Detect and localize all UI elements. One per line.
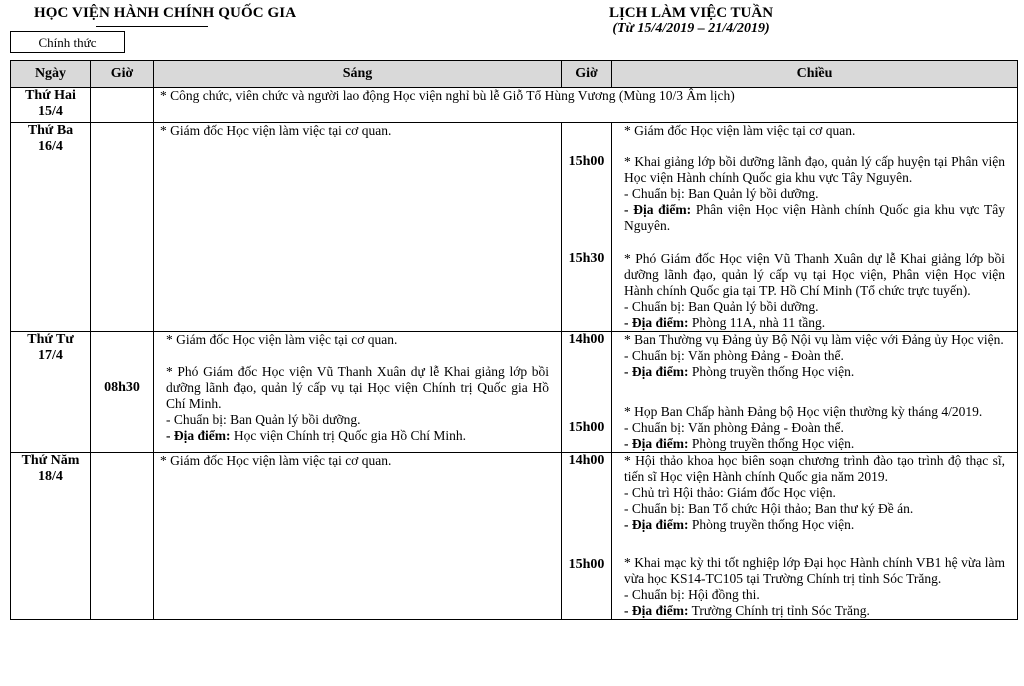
event-text: * Ban Thường vụ Đảng ủy Bộ Nội vụ làm việc với Đảng ủy Học viện. — [624, 332, 1004, 347]
morning-cell — [154, 332, 562, 453]
event-chair: - Chủ trì Hội thảo: Giám đốc Học viện. — [624, 485, 836, 500]
day-date: 18/4 — [38, 469, 63, 484]
event-time: 15h00 — [568, 557, 605, 572]
event-prep: - Chuẩn bị: Ban Quản lý bồi dưỡng. — [624, 299, 819, 314]
event-block — [618, 404, 1011, 452]
col-header-day: Ngày — [11, 61, 91, 88]
event-time: 14h00 — [568, 332, 605, 347]
location-label: - Địa điểm: — [624, 517, 689, 532]
event-prep: - Chuẩn bị: Hội đồng thi. — [624, 587, 760, 602]
day-cell — [11, 453, 91, 620]
afternoon-cell — [612, 123, 1018, 332]
event-prep: - Chuẩn bị: Văn phòng Đảng - Đoàn thể. — [624, 420, 844, 435]
event-time: 14h00 — [568, 453, 605, 468]
location-label: - Địa điểm: — [624, 315, 689, 330]
morning-time-cell — [91, 332, 154, 453]
document-heading — [580, 5, 802, 37]
event-location — [624, 603, 1005, 619]
day-name: Thứ Năm — [21, 453, 80, 468]
event-block — [618, 453, 1011, 533]
day-cell — [11, 88, 91, 123]
event-block — [160, 332, 555, 348]
day-date: 16/4 — [38, 139, 63, 154]
morning-cell — [154, 123, 562, 332]
event-block — [618, 251, 1011, 331]
event-text: * Họp Ban Chấp hành Đảng bộ Học viện thường kỳ tháng 4/2019. — [624, 404, 983, 419]
location-label: - Địa điểm: — [624, 603, 689, 618]
event-block — [160, 364, 555, 444]
table-row-thursday — [11, 453, 1018, 620]
afternoon-time-cell — [562, 453, 612, 620]
event-text: * Giám đốc Học viện làm việc tại cơ quan. — [166, 332, 398, 347]
location-value: Phòng 11A, nhà 11 tầng. — [688, 315, 826, 330]
event-time: 15h30 — [568, 251, 605, 266]
event-text: * Khai mạc kỳ thi tốt nghiệp lớp Đại học Hành chính VB1 hệ vừa làm vừa học KS14-TC105 tại Trường Chính trị tỉnh Sóc Trăng. — [624, 555, 1005, 586]
location-label: - Địa điểm: — [166, 428, 231, 443]
header-underline — [96, 26, 208, 27]
event-location — [624, 436, 1005, 452]
afternoon-time-cell — [562, 332, 612, 453]
col-header-afternoon: Chiều — [612, 61, 1018, 88]
afternoon-cell — [612, 453, 1018, 620]
event-block — [618, 154, 1011, 234]
table-row-monday — [11, 88, 1018, 123]
day-name: Thứ Hai — [25, 88, 76, 103]
event-text: * Giám đốc Học viện làm việc tại cơ quan. — [624, 123, 856, 138]
organization-name: HỌC VIỆN HÀNH CHÍNH QUỐC GIA — [34, 5, 297, 21]
location-label: - Địa điểm: — [624, 364, 689, 379]
event-text: * Hội thảo khoa học biên soạn chương trình đào tạo trình độ thạc sĩ, tiến sĩ Học viện Hành chính Quốc gia năm 2019. — [624, 453, 1005, 484]
afternoon-time-cell — [562, 123, 612, 332]
day-date: 17/4 — [38, 348, 63, 363]
table-row-tuesday — [11, 123, 1018, 332]
location-value: Phòng truyền thống Học viện. — [688, 364, 855, 379]
location-value: Phân viện Học viện Hành chính Quốc gia khu vực Tây Nguyên. — [624, 202, 1005, 233]
document-title: LỊCH LÀM VIỆC TUẦN — [608, 5, 774, 21]
event-prep: - Chuẩn bị: Ban Tổ chức Hội thảo; Ban thư ký Đề án. — [624, 501, 914, 516]
day-date: 15/4 — [38, 104, 63, 119]
date-range: (Từ 15/4/2019 – 21/4/2019) — [612, 21, 770, 36]
location-value: Phòng truyền thống Học viện. — [688, 517, 855, 532]
event-time: 15h00 — [568, 154, 605, 169]
event-text: * Khai giảng lớp bồi dưỡng lãnh đạo, quản lý cấp huyện tại Phân viện Học viện Hành chính Quốc gia khu vực Tây Nguyên. — [624, 154, 1005, 185]
location-value: Học viện Chính trị Quốc gia Hồ Chí Minh. — [230, 428, 466, 443]
event-prep: - Chuẩn bị: Ban Quản lý bồi dưỡng. — [166, 412, 361, 427]
event-text: * Phó Giám đốc Học viện Vũ Thanh Xuân dự lễ Khai giảng lớp bồi dưỡng lãnh đạo, quản lý cấp vụ tại Học viện Chính trị Quốc gia Hồ Chí Minh. — [166, 364, 549, 411]
afternoon-cell — [612, 332, 1018, 453]
col-header-time-pm: Giờ — [562, 61, 612, 88]
day-name: Thứ Ba — [27, 123, 74, 138]
day-cell — [11, 332, 91, 453]
event-block — [618, 123, 1011, 139]
event-location — [624, 315, 1005, 331]
holiday-text: * Công chức, viên chức và người lao động Học viện nghỉ bù lễ Giỗ Tổ Hùng Vương (Mùng 10/3 Âm lịch) — [160, 88, 735, 103]
event-location — [166, 428, 549, 444]
event-location — [624, 517, 1005, 533]
holiday-notice — [154, 88, 1018, 123]
schedule-table — [10, 60, 1018, 620]
event-prep: - Chuẩn bị: Ban Quản lý bồi dưỡng. — [624, 186, 819, 201]
event-text: * Phó Giám đốc Học viện Vũ Thanh Xuân dự lễ Khai giảng lớp bồi dưỡng lãnh đạo, quản lý cấp vụ tại Học viện, Phân viện Học viện Hành chính Quốc gia tại TP. Hồ Chí Minh (Tổ chức trực tuyến). — [624, 251, 1005, 298]
event-location — [624, 364, 1005, 380]
location-value: Phòng truyền thống Học viện. — [688, 436, 855, 451]
col-header-time-am: Giờ — [91, 61, 154, 88]
time-cell-empty — [91, 88, 154, 123]
event-block — [618, 332, 1011, 380]
col-header-morning: Sáng — [154, 61, 562, 88]
event-location — [624, 202, 1005, 234]
time-cell-empty — [91, 453, 154, 620]
location-label: - Địa điểm: — [624, 436, 689, 451]
morning-cell — [154, 453, 562, 620]
header-row — [11, 61, 1018, 88]
status-badge: Chính thức — [10, 31, 125, 53]
event-time: 08h30 — [104, 380, 140, 395]
location-label: - Địa điểm: — [624, 202, 692, 217]
day-cell — [11, 123, 91, 332]
event-text: * Giám đốc Học viện làm việc tại cơ quan. — [160, 453, 392, 468]
event-block — [618, 555, 1011, 619]
event-time: 15h00 — [568, 420, 605, 435]
event-text: * Giám đốc Học viện làm việc tại cơ quan. — [160, 123, 392, 138]
table-row-wednesday — [11, 332, 1018, 453]
time-cell-empty — [91, 123, 154, 332]
location-value: Trường Chính trị tỉnh Sóc Trăng. — [688, 603, 870, 618]
event-prep: - Chuẩn bị: Văn phòng Đảng - Đoàn thể. — [624, 348, 844, 363]
day-name: Thứ Tư — [27, 332, 74, 347]
